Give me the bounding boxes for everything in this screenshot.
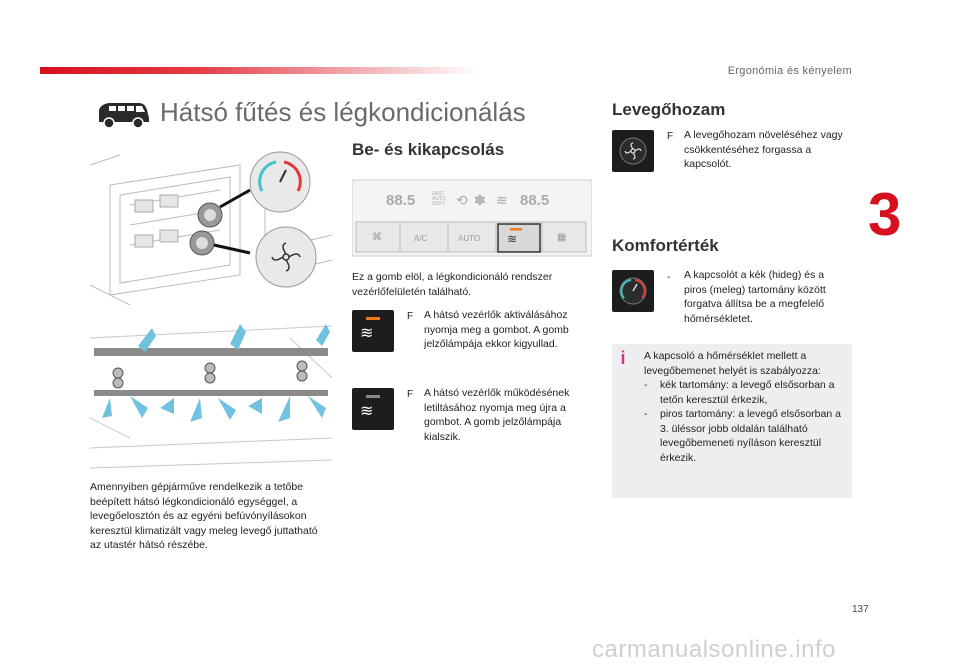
activate-text: A hátsó vezérlők aktiválásához nyomja meg a gombot. A gomb jelzőlámpája ekkor kigyullad. [424,309,569,350]
seat-air-icon: ≋ [496,192,508,208]
auto-button[interactable]: AUTO [458,234,481,243]
comfort-text: A kapcsolót a kék (hideg) és a piros (meleg) tartomány között forgatva állítsa be a megfelelő hőmérsékletet. [684,269,826,325]
mode-soft: SOFT [432,201,446,207]
info-item-blue [644,378,848,407]
rear-air-icon: ≋ [360,403,374,420]
bullet-deactivate: F [407,389,414,400]
onoff-heading: Be- és kikapcsolás [352,140,505,159]
panel-description: Ez a gomb elöl, a légkondicionáló rendszer vezérlőfelületén található. [352,271,553,298]
bullet-activate: F [407,311,414,322]
bullet-comfort: - [667,271,671,283]
info-icon: i [620,348,626,368]
chapter-number: 3 [868,181,902,248]
header-color-bar [40,67,480,74]
van-icon [95,100,151,130]
fan-icon: ✽ [474,192,486,208]
deactivate-text: A hátsó vezérlők működésének letiltásához nyomja meg újra a gombot. A gomb jelzőlámpája kialszik. [424,387,570,443]
defrost-front-icon[interactable]: ⌘ [372,232,382,243]
info-item-text: piros tartomány: a levegő elsősorban a 3. üléssor jobb oldalán található levegőbemeneti nyíláson keresztül érkezik. [660,408,841,464]
indicator-led-on [366,317,380,320]
info-box [612,344,852,498]
rear-air-icon: ≋ [360,325,374,342]
temperature-knob-box [612,270,654,312]
ac-button[interactable]: A/C [414,234,428,243]
airflow-text: A levegőhozam növeléséhez vagy csökkentéséhez forgassa a kapcsolót. [684,129,843,170]
rear-on-icon-box [352,310,394,352]
bullet-airflow: F [667,131,674,142]
section-title: Ergonómia és kényelem [727,65,852,77]
page-number: 137 [852,604,869,615]
mode-auto: AUTO [432,196,446,202]
rear-controls-illustration [90,145,332,305]
air-distribution-illustration [90,318,332,470]
recirculation-icon: ⟲ [456,192,468,208]
rear-off-icon-box [352,388,394,430]
watermark: carmanualsonline.info [592,636,836,663]
airflow-heading: Levegőhozam [612,100,726,119]
mode-fast: FAST [432,191,445,197]
display-left: 88.5 [386,192,416,209]
panel-frame [352,178,592,258]
indicator-led-off [366,395,380,398]
rear-control-button[interactable]: ≋ [507,232,518,246]
info-item-red [644,407,848,465]
comfort-heading: Komfortérték [612,236,719,255]
info-intro: A kapcsoló a hőmérséklet mellett a levegőbemenet helyét is szabályozza: [644,350,821,377]
fan-knob-icon [612,130,654,172]
temperature-knob-icon [612,270,654,312]
info-content [644,349,848,465]
info-item-dash: - [644,379,648,391]
climate-control-panel [352,178,592,258]
info-item-text: kék tartomány: a levegő elsősorban a tetőn keresztül érkezik, [660,379,835,406]
defrost-rear-icon[interactable]: ▦ [557,232,567,243]
airflow-knob-box [612,130,654,172]
display-right: 88.5 [520,192,550,209]
intro-text: Amennyiben gépjárműve rendelkezik a tetőbe beépített hátsó légkondicionáló egységgel, a levegőelosztón és az egyéni befúvónyílásokon keresztül klimatizált vagy meleg levegő juttatható az utastér hátsó részébe. [90,481,318,551]
mode-labels [432,192,446,207]
page-title: Hátsó fűtés és légkondicionálás [160,97,526,127]
info-item-dash: - [644,408,648,420]
